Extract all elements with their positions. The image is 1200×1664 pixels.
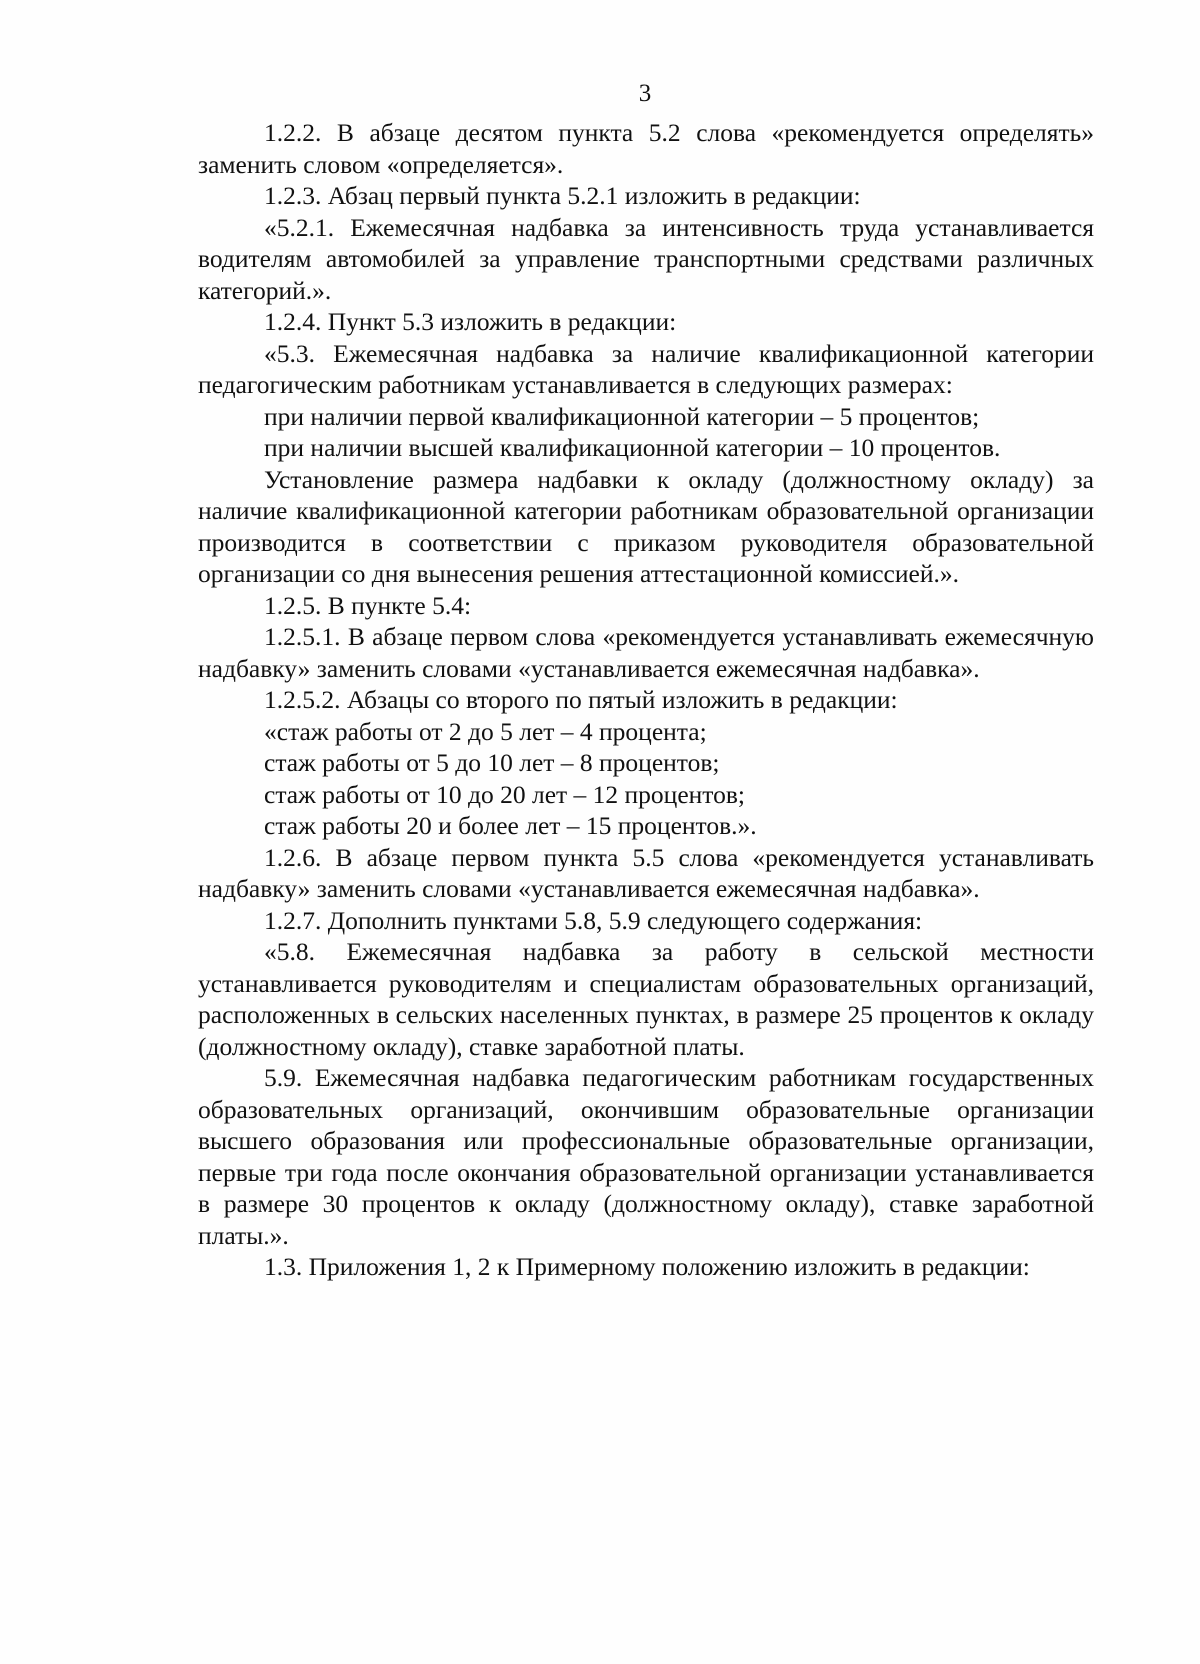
paragraph-5-2-1-quote: «5.2.1. Ежемесячная надбавка за интенсивность труда устанавливается водителям автомобилей за управление транспортными средствами различных категорий.». xyxy=(198,212,1094,305)
paragraph-1-2-2: 1.2.2. В абзаце десятом пункта 5.2 слова «рекомендуется определять» заменить словом «определяется». xyxy=(198,118,1094,179)
paragraph-tenure-2-5: «стаж работы от 2 до 5 лет – 4 процента; xyxy=(264,716,707,746)
paragraph-1-2-5-2: 1.2.5.2. Абзацы со второго по пятый изложить в редакции: xyxy=(264,685,898,714)
paragraph-first-category: при наличии первой квалификационной категории – 5 процентов; xyxy=(264,401,980,431)
paragraph-highest-category: при наличии высшей квалификационной категории – 10 процентов. xyxy=(264,433,1001,462)
paragraph-5-3-quote: «5.3. Ежемесячная надбавка за наличие квалификационной категории педагогическим работникам устанавливается в следующих размерах: xyxy=(198,338,1094,399)
paragraph-1-2-6: 1.2.6. В абзаце первом пункта 5.5 слова «рекомендуется устанавливать надбавку» заменить словами «устанавливается ежемесячная надбавка». xyxy=(198,842,1094,903)
paragraph-1-2-5-1: 1.2.5.1. В абзаце первом слова «рекомендуется устанавливать ежемесячную надбавку» заменить словами «устанавливается ежемесячная надбавка». xyxy=(198,622,1094,683)
paragraph-5-9: 5.9. Ежемесячная надбавка педагогическим работникам государственных образовательных организаций, окончившим образовательные организации высшего образования или профессиональные образовательные организации, первые три года после окончания образовательной организации устанавливается в размере 30 процентов к окладу (должностному окладу), ставке заработной платы.». xyxy=(198,1063,1094,1250)
document-body xyxy=(198,117,1094,1283)
paragraph-1-2-5: 1.2.5. В пункте 5.4: xyxy=(264,590,472,620)
page-number: 3 xyxy=(638,80,652,107)
paragraph-1-2-3: 1.2.3. Абзац первый пункта 5.2.1 изложить в редакции: xyxy=(264,181,861,210)
paragraph-1-2-4: 1.2.4. Пункт 5.3 изложить в редакции: xyxy=(264,307,677,336)
paragraph-establishment: Установление размера надбавки к окладу (должностному окладу) за наличие квалификационной категории работникам образовательной организации производится в соответствии с приказом руководителя образовательной организации со дня вынесения решения аттестационной комиссией.». xyxy=(198,464,1094,588)
paragraph-5-8-quote: «5.8. Ежемесячная надбавка за работу в сельской местности устанавливается руководителям и специалистам образовательных организаций, расположенных в сельских населенных пунктах, в размере 25 процентов к окладу (должностному окладу), ставке заработной платы. xyxy=(198,937,1094,1061)
paragraph-tenure-5-10: стаж работы от 5 до 10 лет – 8 процентов; xyxy=(264,748,720,777)
paragraph-1-3: 1.3. Приложения 1, 2 к Примерному положению изложить в редакции: xyxy=(264,1252,1030,1281)
paragraph-tenure-10-20: стаж работы от 10 до 20 лет – 12 процентов; xyxy=(264,779,745,809)
paragraph-tenure-20-plus: стаж работы 20 и более лет – 15 процентов.». xyxy=(264,811,757,840)
paragraph-1-2-7: 1.2.7. Дополнить пунктами 5.8, 5.9 следующего содержания: xyxy=(264,905,923,935)
